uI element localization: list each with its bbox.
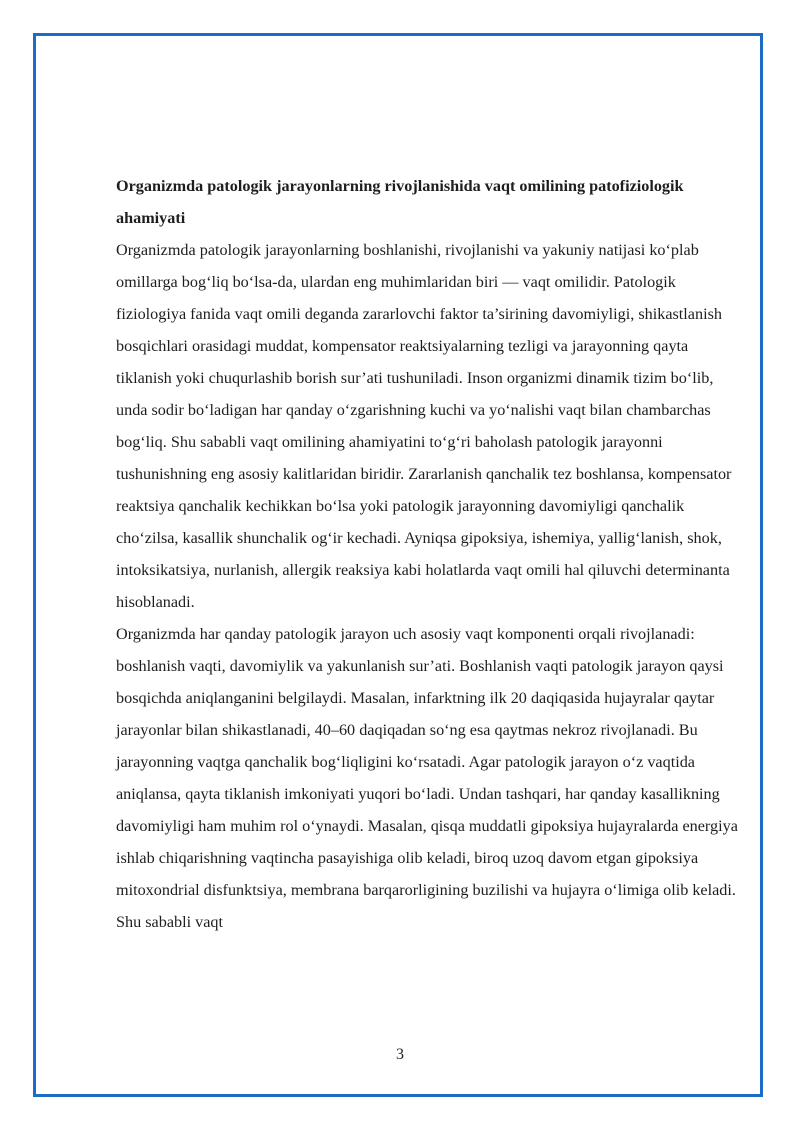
document-body bbox=[116, 170, 746, 938]
document-title: Organizmda patologik jarayonlarning rivojlanishida vaqt omilining patofiziologik ahamiyati bbox=[116, 177, 684, 227]
page-number: 3 bbox=[396, 1046, 404, 1063]
paragraph-2: Organizmda har qanday patologik jarayon uch asosiy vaqt komponenti orqali rivojlanadi: boshlanish vaqti, davomiylik va yakunlanish sur’ati. Boshlanish vaqti patologik jarayon qaysi bosqichda aniqlanganini belgilaydi. Masalan, infarktning ilk 20 daqiqasida hujayralar qaytar jarayonlar bilan shikastlanadi, 40–60 daqiqadan so‘ng esa qaytmas nekroz rivojlanadi. Bu jarayonning vaqtga qanchalik bog‘liqligini ko‘rsatadi. Agar patologik jarayon o‘z vaqtida aniqlansa, qayta tiklanish imkoniyati yuqori bo‘ladi. Undan tashqari, har qanday kasallikning davomiyligi ham muhim rol o‘ynaydi. Masalan, qisqa muddatli gipoksiya hujayralarda energiya ishlab chiqarishning vaqtincha pasayishiga olib keladi, biroq uzoq davom etgan gipoksiya mitoxondrial disfunktsiya, membrana barqarorligining buzilishi va hujayra o‘limiga olib keladi. Shu sababli vaqt bbox=[116, 625, 738, 931]
paragraph-1: Organizmda patologik jarayonlarning boshlanishi, rivojlanishi va yakuniy natijasi ko‘plab omillarga bog‘liq bo‘lsa-da, ulardan eng muhimlaridan biri — vaqt omilidir. Patologik fiziologiya fanida vaqt omili deganda zararlovchi faktor ta’sirining davomiyligi, shikastlanish bosqichlari orasidagi muddat, kompensator reaktsiyalarning tezligi va jarayonning qayta tiklanish yoki chuqurlashib borish sur’ati tushuniladi. Inson organizmi dinamik tizim bo‘lib, unda sodir bo‘ladigan har qanday o‘zgarishning kuchi va yo‘nalishi vaqt bilan chambarchas bog‘liq. Shu sababli vaqt omilining ahamiyatini to‘g‘ri baholash patologik jarayonni tushunishning eng asosiy kalitlaridan biridir. Zararlanish qanchalik tez boshlansa, kompensator reaktsiya qanchalik kechikkan bo‘lsa yoki patologik jarayonning davomiyligi qanchalik cho‘zilsa, kasallik shunchalik og‘ir kechadi. Ayniqsa gipoksiya, ishemiya, yallig‘lanish, shok, intoksikatsiya, nurlanish, allergik reaksiya kabi holatlarda vaqt omili hal qiluvchi determinanta hisoblanadi. bbox=[116, 241, 732, 611]
